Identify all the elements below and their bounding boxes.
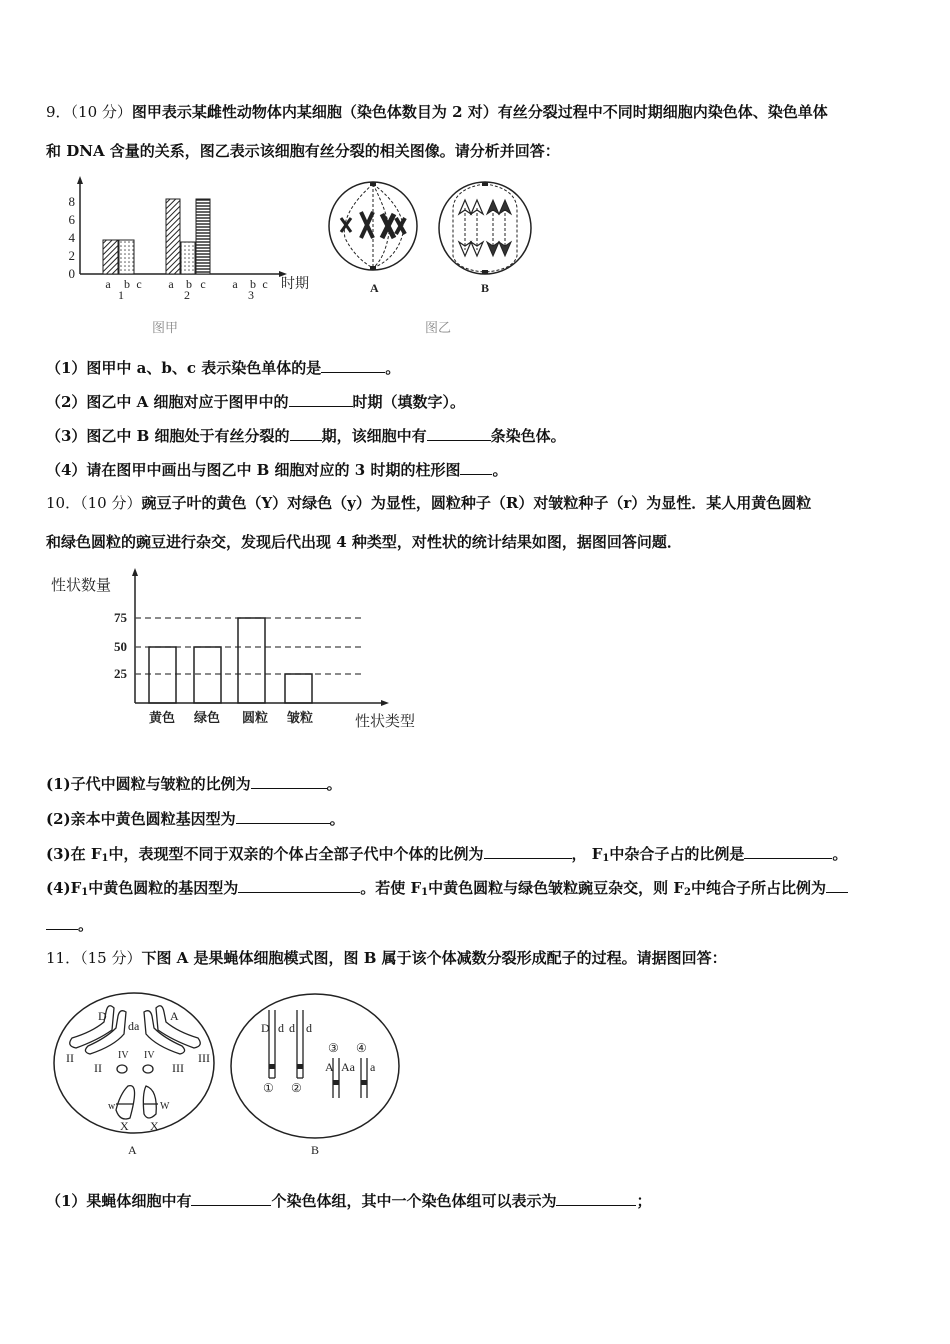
q10-score: （10 分）: [80, 494, 142, 512]
svg-text:a: a: [105, 277, 111, 291]
svg-text:W: W: [160, 1101, 170, 1112]
svg-text:b: b: [250, 277, 256, 291]
svg-text:IV: IV: [144, 1050, 155, 1061]
fig-a-label: A: [128, 1143, 137, 1157]
answer-blank[interactable]: [744, 843, 832, 859]
svg-text:c: c: [262, 277, 268, 291]
q9-score: （10 分）: [70, 103, 132, 121]
cell-b-label: B: [481, 281, 490, 295]
svg-text:④: ④: [356, 1041, 367, 1055]
q10-sub4: $(4)F_1$中黄色圆粒的基因型为 。若使 $F_1$中黄色圆粒与绿色皱粒豌豆杂交，则 $F_2$中纯合子所占比例为: [46, 877, 848, 903]
q9-stem-line2: 和 DNA 含量的关系，图乙表示该细胞有丝分裂的相关图像。请分析并回答：: [46, 142, 560, 160]
q9-stem-line1: [46, 102, 828, 122]
q9-sub1: （1）图甲中 a、b、c 表示染色单体的是 。: [46, 359, 401, 377]
q11-figure-b: [225, 990, 405, 1160]
svg-text:D: D: [261, 1021, 270, 1035]
answer-blank[interactable]: [251, 773, 327, 789]
q10-sub1: (1)子代中圆粒与皱粒的比例为 。: [46, 775, 342, 793]
svg-text:皱粒: 皱粒: [286, 710, 314, 725]
q10-number: 10．: [46, 494, 81, 512]
svg-text:③: ③: [328, 1041, 339, 1055]
q11-number: 11．: [46, 949, 81, 967]
svg-text:III: III: [172, 1061, 184, 1075]
q10-ylabel: 性状数量: [51, 578, 112, 594]
svg-text:da: da: [128, 1019, 140, 1033]
svg-text:A: A: [325, 1060, 334, 1074]
svg-text:Aa: Aa: [341, 1060, 355, 1074]
svg-text:d: d: [289, 1021, 295, 1035]
cell-a-label: A: [370, 281, 379, 295]
figure-jia-caption: 图甲: [152, 321, 179, 336]
svg-text:6: 6: [68, 212, 75, 227]
answer-blank[interactable]: [238, 877, 360, 893]
svg-text:4: 4: [68, 230, 75, 245]
q11-figure-a: [48, 990, 228, 1160]
svg-text:75: 75: [114, 610, 127, 625]
svg-text:III: III: [198, 1051, 210, 1065]
svg-text:a: a: [370, 1060, 376, 1074]
q10-stem-line1: 10．（10 分）豌豆子叶的黄色（Y）对绿色（y）为显性，圆粒种子（R）对皱粒种子（r）为显性．某人用黄色圆粒: [46, 494, 812, 512]
q9-sub3: （3）图乙中 B 细胞处于有丝分裂的 期，该细胞中有 条染色体。: [46, 427, 566, 445]
svg-text:X: X: [150, 1119, 159, 1133]
svg-text:II: II: [66, 1051, 74, 1065]
svg-text:圆粒: 圆粒: [241, 710, 269, 725]
svg-text:c: c: [136, 277, 142, 291]
answer-blank[interactable]: [826, 877, 848, 893]
svg-text:3: 3: [248, 288, 254, 302]
svg-text:2: 2: [184, 288, 190, 302]
svg-text:w: w: [108, 1101, 116, 1112]
svg-text:a: a: [232, 277, 238, 291]
answer-blank[interactable]: [236, 808, 330, 824]
svg-text:X: X: [120, 1119, 129, 1133]
svg-text:50: 50: [114, 639, 127, 654]
q10-sub4-cont: 。: [46, 914, 93, 935]
svg-text:II: II: [94, 1061, 102, 1075]
fig-b-label: B: [311, 1143, 320, 1157]
svg-text:绿色: 绿色: [193, 710, 221, 725]
svg-text:25: 25: [114, 666, 127, 681]
svg-text:c: c: [200, 277, 206, 291]
q9-number: 9．: [46, 103, 71, 121]
q10-sub3: (3)在 $F_1$中，表现型不同于双亲的个体占全部子代中个体的比例为 ， $F_1$中杂合子占的比例是 。: [46, 845, 848, 864]
answer-blank[interactable]: [289, 391, 353, 407]
q10-xlabel: 性状类型: [355, 714, 416, 730]
svg-text:a: a: [168, 277, 174, 291]
answer-blank[interactable]: [46, 914, 78, 930]
q10-stem-line2: 和绿色圆粒的豌豆进行杂交，发现后代出现 4 种类型，对性状的统计结果如图，据图回答问题．: [46, 533, 682, 551]
figure-jia-xlabel: 时期: [281, 277, 309, 292]
svg-text:D: D: [98, 1009, 107, 1023]
q11-sub1: （1）果蝇体细胞中有 个染色体组，其中一个染色体组可以表示为 ；: [46, 1192, 652, 1210]
svg-text:IV: IV: [118, 1050, 129, 1061]
answer-blank[interactable]: [427, 425, 491, 441]
figure-yi-cells: [325, 178, 540, 298]
answer-blank[interactable]: [484, 843, 572, 859]
answer-blank[interactable]: [321, 357, 385, 373]
svg-text:2: 2: [68, 248, 75, 263]
svg-text:b: b: [124, 277, 130, 291]
svg-text:②: ②: [291, 1081, 302, 1095]
answer-blank[interactable]: [290, 425, 322, 441]
svg-text:①: ①: [263, 1081, 274, 1095]
svg-text:黄色: 黄色: [148, 710, 176, 725]
q11-stem: 11．（15 分）下图 A 是果蝇体细胞模式图，图 B 属于该个体减数分裂形成配子的过程。请据图回答：: [46, 949, 727, 967]
svg-text:1: 1: [118, 288, 124, 302]
q9-sub4: （4）请在图甲中画出与图乙中 B 细胞对应的 3 时期的柱形图 。: [46, 461, 508, 479]
figure-yi-caption: 图乙: [425, 321, 452, 336]
svg-text:A: A: [170, 1009, 179, 1023]
answer-blank[interactable]: [556, 1190, 636, 1206]
svg-text:8: 8: [68, 194, 75, 209]
answer-blank[interactable]: [460, 459, 492, 475]
q9-stem-text1: 图甲表示某雌性动物体内某细胞（染色体数目为 2 对）有丝分裂过程中不同时期细胞内染色体、染色单体: [131, 103, 828, 121]
svg-text:d: d: [306, 1021, 312, 1035]
q9-sub2: （2）图乙中 A 细胞对应于图甲中的 时期（填数字）。: [46, 393, 466, 411]
svg-text:b: b: [186, 277, 192, 291]
q10-trait-chart: [45, 564, 425, 734]
q11-score: （15 分）: [80, 949, 142, 967]
svg-text:0: 0: [68, 266, 75, 281]
answer-blank[interactable]: [191, 1190, 271, 1206]
figure-jia-chart: [55, 172, 325, 302]
svg-text:d: d: [278, 1021, 284, 1035]
q10-sub2: (2)亲本中黄色圆粒基因型为 。: [46, 810, 345, 828]
